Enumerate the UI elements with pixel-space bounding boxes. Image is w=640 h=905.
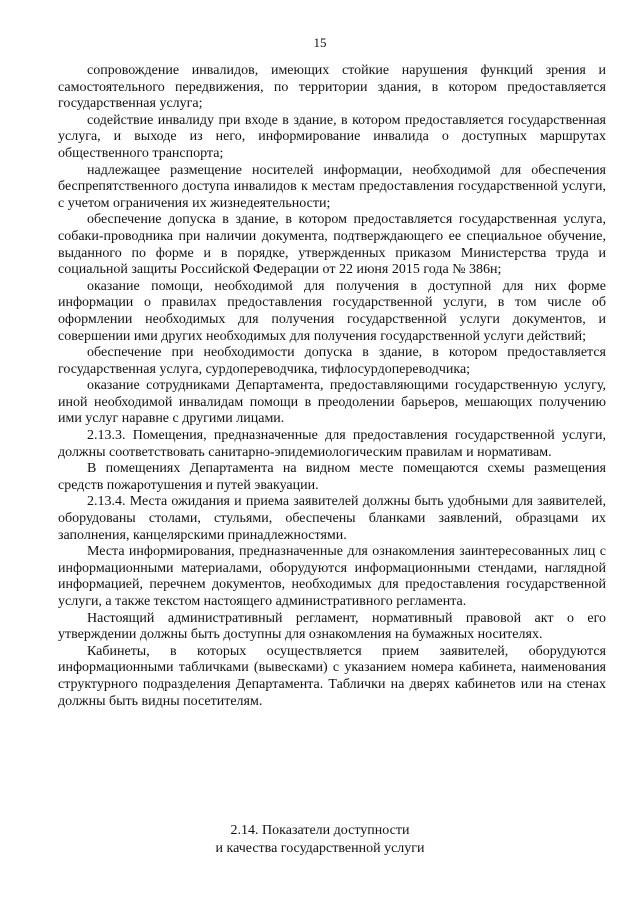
paragraph: 2.13.4. Места ожидания и приема заявителей должны быть удобными для заявителей, оборудованы столами, стульями, обеспечены бланками заявлений, образцами их заполнения, канцелярскими принадлежностями. bbox=[58, 494, 606, 543]
paragraph: 2.13.3. Помещения, предназначенные для предоставления государственной услуги, должны соответствовать санитарно-эпидемиологическим правилам и нормативам. bbox=[58, 428, 606, 460]
paragraph: обеспечение при необходимости допуска в здание, в котором предоставляется государственная услуга, сурдопереводчика, тифлосурдопереводчика; bbox=[58, 345, 606, 377]
paragraph: Настоящий административный регламент, нормативный правовой акт о его утверждении должны быть доступны для ознакомления на бумажных носителях. bbox=[58, 610, 606, 643]
section-heading-line: 2.14. Показатели доступности bbox=[230, 823, 410, 838]
paragraph: обеспечение допуска в здание, в котором предоставляется государственная услуга, собаки-проводника при наличии документа, подтверждающего ее специальное обучение, выданного по форме и в порядке, утвержденных приказом Министерства труда и социальной защиты Российской Федерации от 22 июня 2015 года № 386н; bbox=[58, 212, 606, 278]
paragraph: надлежащее размещение носителей информации, необходимой для обеспечения беспрепятственного доступа инвалидов к местам предоставления государственной услуги, с учетом ограничения их жизнедеятельности; bbox=[58, 162, 606, 211]
paragraph: оказание помощи, необходимой для получения в доступной для них форме информации о правилах предоставления государственной услуги, в том числе об оформлении необходимых для получения государственной услуги документов, и совершении ими других необходимых для получения государственной услуги действий; bbox=[58, 278, 606, 344]
body-text bbox=[58, 63, 606, 710]
paragraph: оказание сотрудниками Департамента, предоставляющими государственную услугу, иной необходимой инвалидам помощи в преодолении барьеров, мешающих получению ими услуг наравне с другими лицами. bbox=[58, 378, 606, 427]
paragraph: сопровождение инвалидов, имеющих стойкие нарушения функций зрения и самостоятельного передвижения, по территории здания, в котором предоставляется государственная услуга; bbox=[58, 63, 606, 112]
paragraph: Кабинеты, в которых осуществляется прием заявителей, оборудуются информационными табличками (вывесками) с указанием номера кабинета, наименования структурного подразделения Департамента. Таблички на дверях кабинетов или на стенах должны быть видны посетителям. bbox=[58, 643, 606, 709]
section-heading-line: и качества государственной услуги bbox=[215, 840, 425, 856]
page-number: 15 bbox=[313, 35, 327, 50]
paragraph: В помещениях Департамента на видном месте помещаются схемы размещения средств пожаротушения и путей эвакуации. bbox=[58, 461, 606, 493]
paragraph: содействие инвалиду при входе в здание, в котором предоставляется государственная услуга, и выходе из него, информирование инвалида о доступных маршрутах общественного транспорта; bbox=[58, 112, 606, 161]
section-heading bbox=[0, 822, 640, 857]
paragraph: Места информирования, предназначенные для ознакомления заинтересованных лиц с информационными материалами, оборудуются информационными стендами, наглядной информацией, перечнем документов, необходимых для предоставления государственной услуги, а также текстом настоящего административного регламента. bbox=[58, 544, 606, 609]
